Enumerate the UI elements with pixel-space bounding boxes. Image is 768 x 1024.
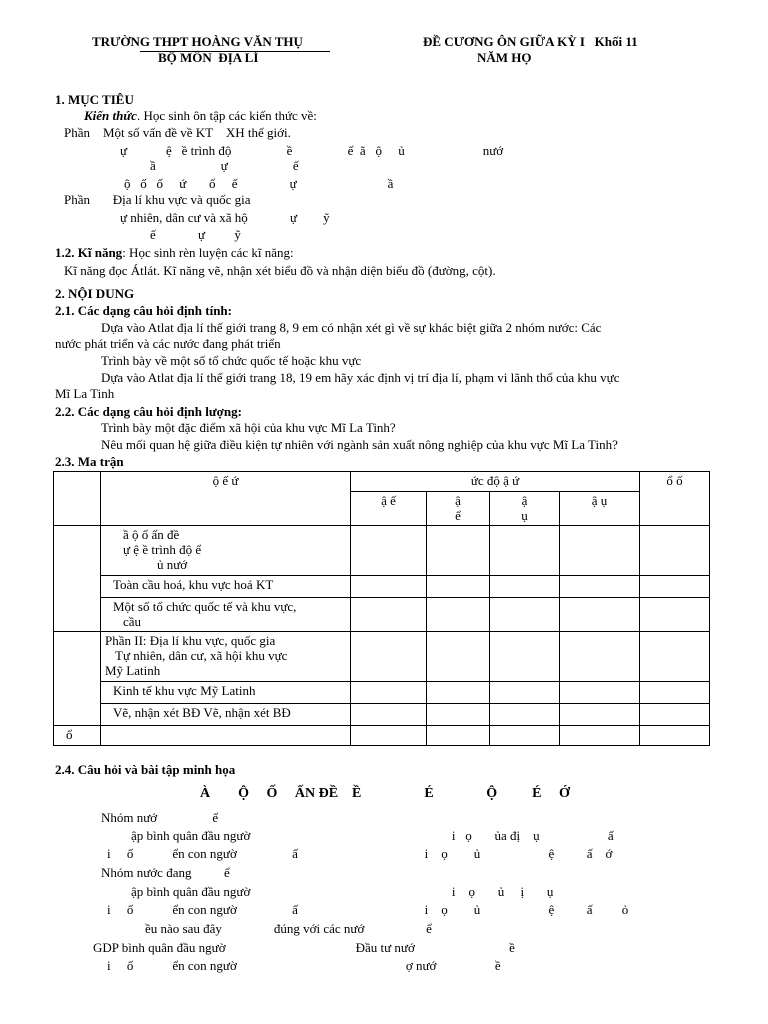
matrix-table xyxy=(53,471,710,746)
matrix-row-5-content: Kinh tế khu vực Mỹ Latinh xyxy=(101,682,351,704)
matrix-cell xyxy=(490,526,560,576)
level-3-line-2: ụ xyxy=(521,508,528,523)
school-name: TRƯỜNG THPT HOÀNG VĂN THỤ xyxy=(92,34,303,49)
matrix-cell xyxy=(427,598,490,632)
matrix-row-3-content xyxy=(101,598,351,632)
matrix-cell xyxy=(640,682,710,704)
matrix-cell xyxy=(560,704,640,726)
matrix-cell xyxy=(427,682,490,704)
matrix-cell xyxy=(351,632,427,682)
practice-line-3: i ố ển con ngườ ấ i ọ ủ ệ ấ ớ xyxy=(107,846,613,861)
practice-line-6: i ố ển con ngườ ấ i ọ ủ ệ ấ ỏ xyxy=(107,902,629,917)
question-1a: Dựa vào Atlat địa lí thế giới trang 8, 9 em có nhận xét gì về sự khác biệt giữa 2 nhóm nước: Các xyxy=(101,320,602,335)
matrix-cell xyxy=(351,598,427,632)
matrix-cell xyxy=(351,576,427,598)
row-1-line-1: ầ ộ ố ấn đề xyxy=(123,527,180,542)
subsection-2-2: 2.2. Các dạng câu hỏi định lượng: xyxy=(55,404,242,419)
matrix-cell xyxy=(427,726,490,746)
practice-line-4: Nhóm nước đang ể xyxy=(101,865,230,880)
matrix-cell xyxy=(560,632,640,682)
matrix-cell xyxy=(640,726,710,746)
matrix-header-row-1 xyxy=(54,472,710,492)
matrix-cell xyxy=(490,632,560,682)
question-3b: Mĩ La Tinh xyxy=(55,386,115,401)
row-1-line-3: ủ nướ xyxy=(157,557,188,572)
subsection-2-1: 2.1. Các dạng câu hỏi định tính: xyxy=(55,303,232,318)
subsection-2-4: 2.4. Câu hỏi và bài tập minh họa xyxy=(55,762,236,777)
matrix-row-4 xyxy=(54,632,710,682)
matrix-cell xyxy=(490,598,560,632)
question-2: Trình bày về một số tổ chức quốc tế hoặc khu vực xyxy=(101,353,362,368)
row-4-line-2: Tự nhiên, dân cư, xã hội khu vực xyxy=(115,648,288,663)
section-1-heading: 1. MỤC TIÊU xyxy=(55,92,134,107)
practice-banner: À Ộ Ố ẤN ĐỀ Ề É Ộ É Ớ xyxy=(200,786,570,801)
matrix-row-1-content xyxy=(101,526,351,576)
section-2-heading: 2. NỘI DUNG xyxy=(55,286,135,301)
objective-line-4: ộ ố ố ứ ố ế ự ầ xyxy=(124,176,394,191)
subsection-2-3: 2.3. Ma trận xyxy=(55,454,124,469)
skill-intro: : Học sinh rèn luyện các kĩ năng: xyxy=(122,245,294,260)
objective-line-2: ự ệ ề trình độ ề ế ã ộ ủ nướ xyxy=(120,143,504,158)
matrix-cell xyxy=(560,726,640,746)
matrix-cell xyxy=(427,632,490,682)
skill-heading-line xyxy=(55,245,294,261)
matrix-header-level-4: ậ ụ xyxy=(560,492,640,526)
matrix-cell xyxy=(490,704,560,726)
matrix-cell xyxy=(351,682,427,704)
matrix-cell xyxy=(351,704,427,726)
skill-text: Kĩ năng đọc Átlát. Kĩ năng vẽ, nhận xét biểu đồ và nhận diện biểu đồ (đường, cột). xyxy=(64,263,496,278)
matrix-group-2-cell xyxy=(54,632,101,726)
matrix-header-level-2 xyxy=(427,492,490,526)
matrix-header-level-1: ậ ế xyxy=(351,492,427,526)
objective-line-1: Phần Một số vấn đề về KT XH thế giới. xyxy=(64,125,291,140)
row-1-line-2: ự ệ ề trình độ ể xyxy=(123,542,202,557)
objective-line-5: Phần Địa lí khu vực và quốc gia xyxy=(64,192,251,207)
matrix-total-row xyxy=(54,726,710,746)
matrix-cell xyxy=(101,726,351,746)
question-4: Trình bày một đặc điểm xã hội của khu vực Mĩ La Tinh? xyxy=(101,420,396,435)
matrix-row-2-content: Toàn cầu hoá, khu vực hoá KT xyxy=(101,576,351,598)
level-3-line-1: ậ xyxy=(521,493,528,508)
level-2-line-2: ể xyxy=(455,508,461,523)
matrix-cell xyxy=(560,526,640,576)
knowledge-label: Kiến thức xyxy=(84,108,137,123)
matrix-cell xyxy=(351,726,427,746)
matrix-cell xyxy=(560,576,640,598)
matrix-header-level: ức độ ậ ứ xyxy=(351,472,640,492)
question-1b: nước phát triển và các nước đang phát triển xyxy=(55,336,281,351)
department-name: BỘ MÔN ĐỊA LÍ xyxy=(158,50,259,65)
objective-line-3: ầ ự ế xyxy=(150,158,299,173)
matrix-cell xyxy=(490,576,560,598)
matrix-header-total: ổ ố xyxy=(640,472,710,526)
matrix-cell xyxy=(640,576,710,598)
question-3a: Dựa vào Atlat địa lí thế giới trang 18, 19 em hãy xác định vị trí địa lí, phạm vi lãnh thổ của khu vực xyxy=(101,370,620,385)
matrix-cell xyxy=(640,632,710,682)
matrix-header-level-3 xyxy=(490,492,560,526)
matrix-total-label: ổ xyxy=(54,726,101,746)
question-5: Nêu mối quan hệ giữa điều kiện tự nhiên với ngành sản xuất nông nghiệp của khu vực Mĩ La Tinh? xyxy=(101,437,618,452)
matrix-cell xyxy=(427,704,490,726)
matrix-cell xyxy=(640,598,710,632)
row-3-line-1: Một số tổ chức quốc tế và khu vực, xyxy=(113,599,297,614)
matrix-row-6 xyxy=(54,704,710,726)
document-title: ĐỀ CƯƠNG ÔN GIỮA KỲ I Khối 11 xyxy=(423,34,638,49)
practice-line-1: Nhóm nướ ể xyxy=(101,810,219,825)
matrix-cell xyxy=(560,598,640,632)
matrix-cell xyxy=(490,726,560,746)
level-2-line-1: ậ xyxy=(455,493,461,508)
matrix-cell xyxy=(490,682,560,704)
matrix-row-4-content xyxy=(101,632,351,682)
matrix-header-content: ộ ế ứ xyxy=(101,472,351,526)
objective-line-7: ế ự ỹ xyxy=(150,227,241,242)
practice-line-8: GDP bình quân đầu ngườ Đầu tư nướ ề xyxy=(93,940,515,955)
objective-line-6: ự nhiên, dân cư và xã hộ ự ỹ xyxy=(120,210,330,225)
matrix-row-1 xyxy=(54,526,710,576)
matrix-group-1-cell xyxy=(54,526,101,632)
knowledge-line xyxy=(84,108,317,124)
knowledge-text: . Học sinh ôn tập các kiến thức về: xyxy=(136,108,317,123)
practice-line-9: i ố ển con ngườ ợ nướ ề xyxy=(107,958,501,973)
practice-line-7: ều nào sau đây đúng với các nướ ể xyxy=(145,921,432,936)
matrix-row-2 xyxy=(54,576,710,598)
matrix-cell xyxy=(427,576,490,598)
matrix-cell xyxy=(351,526,427,576)
matrix-row-5 xyxy=(54,682,710,704)
row-3-line-2: cầu xyxy=(123,614,142,629)
matrix-cell xyxy=(640,526,710,576)
row-4-line-3: Mỹ Latinh xyxy=(105,663,161,678)
matrix-cell xyxy=(640,704,710,726)
matrix-row-6-content: Vẽ, nhận xét BĐ Vẽ, nhận xét BĐ xyxy=(101,704,351,726)
practice-line-5: ập bình quân đầu ngườ i ọ ủ ị ụ xyxy=(131,884,554,899)
practice-line-2: ập bình quân đầu ngườ i ọ ủa đị ụ ấ xyxy=(131,828,614,843)
matrix-row-3 xyxy=(54,598,710,632)
school-year: NĂM HỌ xyxy=(477,50,532,65)
matrix-cell xyxy=(427,526,490,576)
skill-heading: 1.2. Kĩ năng xyxy=(55,245,123,260)
matrix-cell xyxy=(560,682,640,704)
row-4-line-1: Phần II: Địa lí khu vực, quốc gia xyxy=(105,633,276,648)
matrix-blank-cell xyxy=(54,472,101,526)
